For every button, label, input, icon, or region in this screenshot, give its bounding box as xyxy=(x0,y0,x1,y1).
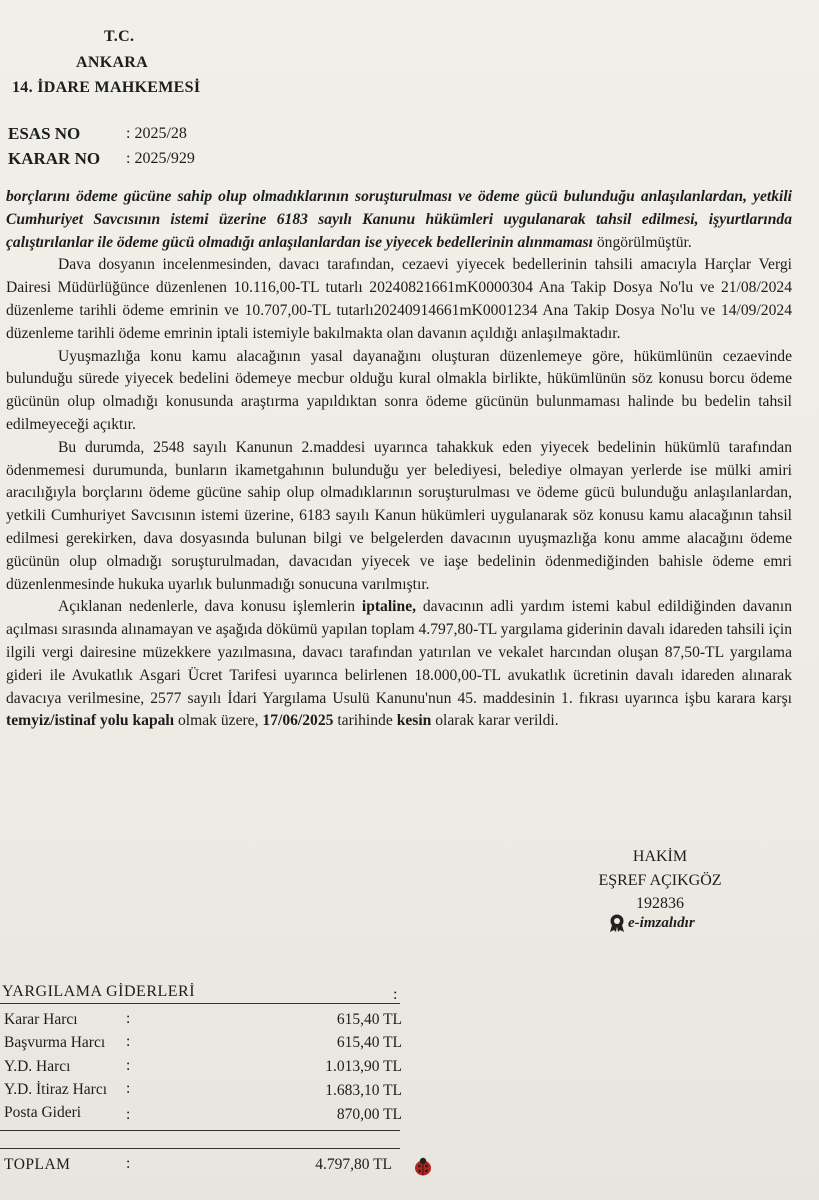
cost-value: 615,40 TL xyxy=(336,1034,402,1051)
p4-text-a: Açıklanan nedenlerle, dava konusu işlemlerin xyxy=(58,598,362,616)
cost-label: Başvurma Harcı xyxy=(4,1034,106,1051)
cost-value: 1.683,10 TL xyxy=(325,1082,402,1099)
p4-text-e: olmak üzere, xyxy=(174,712,263,730)
decision-body xyxy=(6,186,792,733)
cost-value: 615,40 TL xyxy=(336,1011,402,1028)
p4-text-i: olarak karar verildi. xyxy=(431,712,559,730)
cost-label: Karar Harcı xyxy=(4,1011,78,1028)
header-city: ANKARA xyxy=(76,54,149,71)
ladybug-stamp-icon xyxy=(412,1156,434,1178)
cost-label: Posta Gideri xyxy=(4,1104,82,1121)
p4-text-g: tarihinde xyxy=(333,712,397,730)
karar-label: KARAR NO xyxy=(8,149,101,168)
total-colon: : xyxy=(126,1155,131,1172)
esas-label: ESAS NO xyxy=(8,124,81,143)
p4-bold-kesin: kesin xyxy=(396,712,432,730)
header-court: 14. İDARE MAHKEMESİ xyxy=(12,79,201,96)
total-value: 4.797,80 TL xyxy=(315,1156,392,1173)
intro-paragraph xyxy=(6,186,792,254)
paragraph-3: Bu durumda, 2548 sayılı Kanunun 2.maddesi uyarınca tahakkuk eden yiyecek bedelinin hükümlü tarafından ödenmemesi durumunda, bunların ikametgahının bulunduğu yer belediyesi, belediye olmayan yerlerde ise mülki amiri aracılığıyla borçlarını ödeme gücüne sahip olup olmadıklarının soruşturulması ve ödeme gücü bulunduğu anlaşılanlardan, yetkili Cumhuriyet Savcısının istemi üzerine, 6183 sayılı Kanun hükümleri uygulanarak söz konusu kamu alacağının tahsil edilmesi gerekirken, dava dosyasında bulunan bilgi ve belgelerden davacının uyuşmazlığa konu amme alacağını ödeme gücünün olup olmadığı soruşturulmadan, davacıdan yiyecek ve iaşe bedelinin ödenmediğinden bahisle ödeme emri düzenlenmesinde hukuka uyarlık bulunmadığı sonucuna varılmıştır. xyxy=(6,438,792,593)
p4-bold-date: 17/06/2025 xyxy=(262,712,334,730)
seal-icon xyxy=(608,913,626,933)
cost-label: Y.D. İtiraz Harcı xyxy=(4,1081,108,1098)
cost-colon: : xyxy=(126,1033,131,1050)
intro-tail-text: öngörülmüştür. xyxy=(592,233,692,251)
header-country: T.C. xyxy=(104,28,135,45)
cost-value: 870,00 TL xyxy=(336,1106,402,1123)
cost-label: Y.D. Harcı xyxy=(4,1058,71,1075)
cost-colon: : xyxy=(126,1080,131,1097)
signature-title: HAKİM xyxy=(632,848,688,865)
paragraph-1: Dava dosyanın incelenmesinden, davacı tarafından, cezaevi yiyecek bedellerinin tahsili amacıyla Harçlar Vergi Dairesi Müdürlüğünce düzenlenen 10.116,00-TL tutarlı 20240821661mK0000304 Ana Takip Dosya No'lu ve 21/08/2024 düzenleme tarihli ödeme emrinin ve 10.707,00-TL tutarlı20240914661mK0001234 Ana Takip Dosya No'lu ve 14/09/2024 düzenleme tarihli ödeme emrinin iptali istemiyle bakılmakta olan davanın açıldığı anlaşılmaktadır. xyxy=(6,256,792,342)
cost-colon: : xyxy=(126,1106,131,1123)
paragraph-4 xyxy=(6,596,792,733)
costs-divider-top xyxy=(0,1003,400,1004)
p4-bold-temyiz: temyiz/istinaf yolu kapalı xyxy=(6,712,175,730)
karar-value: : 2025/929 xyxy=(126,150,195,167)
cost-value: 1.013,90 TL xyxy=(325,1058,402,1075)
signature-name: EŞREF AÇIKGÖZ xyxy=(598,872,722,889)
costs-divider-bottom xyxy=(0,1130,400,1131)
signature-id: 192836 xyxy=(636,895,684,912)
cost-colon: : xyxy=(126,1010,131,1027)
paragraph-2: Uyuşmazlığa konu kamu alacağının yasal dayanağını oluşturan düzenlemeye göre, hükümlünün cezaevinde bulunduğu sürede yiyecek bedelini ödemeye mecbur olduğu kural olmakla birlikte, hükümlünün söz konusu borcu ödeme gücünün olup olmadığı konusunda araştırma yapıldıktan sonra ödeme gücünün bulunmaması halinde bu bedelin tahsil edilmeyeceği açıktır. xyxy=(6,347,792,433)
p4-text-c: davacının adli yardım istemi kabul edildiğinden davanın açılması sırasında alınamayan ve aşağıda dökümü yapılan toplam 4.797,80-TL yargılama giderinin davalı idareden tahsili için ilgili vergi dairesine müzekkere yazılmasına, davacı tarafından yatırılan ve vekalet harcından oluşan 87,50-TL yargılama gideri ile Avukatlık Asgari Ücret Tarifesi uyarınca belirlenen 18.000,00-TL avukatlık ücretinin davalı idareden alınarak davacıya verilmesine, 2577 sayılı İdari Yargılama Usulü Kanunu'nun 45. maddesinin 1. fıkrası uyarınca işbu karara karşı xyxy=(6,598,792,707)
intro-bold-text: borçlarını ödeme gücüne sahip olup olmadıklarının soruşturulması ve ödeme gücü bulunduğu anlaşılanlardan, yetkili Cumhuriyet Savcısının istemi üzerine 6183 sayılı Kanunu hükümleri uygulanarak tahsil edilmesi, işyurtlarında çalıştırılanlar ile ödeme gücü olmadığı anlaşılanlardan ise yiyecek bedellerinin alınmaması xyxy=(6,188,792,251)
esas-value: : 2025/28 xyxy=(126,125,187,142)
p4-bold-iptaline: iptaline, xyxy=(361,598,417,616)
costs-title-colon: : xyxy=(393,986,398,1003)
costs-title: YARGILAMA GİDERLERİ xyxy=(2,983,196,1000)
e-signature-label: e-imzalıdır xyxy=(628,915,695,931)
cost-colon: : xyxy=(126,1057,131,1074)
costs-divider-total xyxy=(0,1148,400,1149)
total-label: TOPLAM xyxy=(4,1156,71,1173)
